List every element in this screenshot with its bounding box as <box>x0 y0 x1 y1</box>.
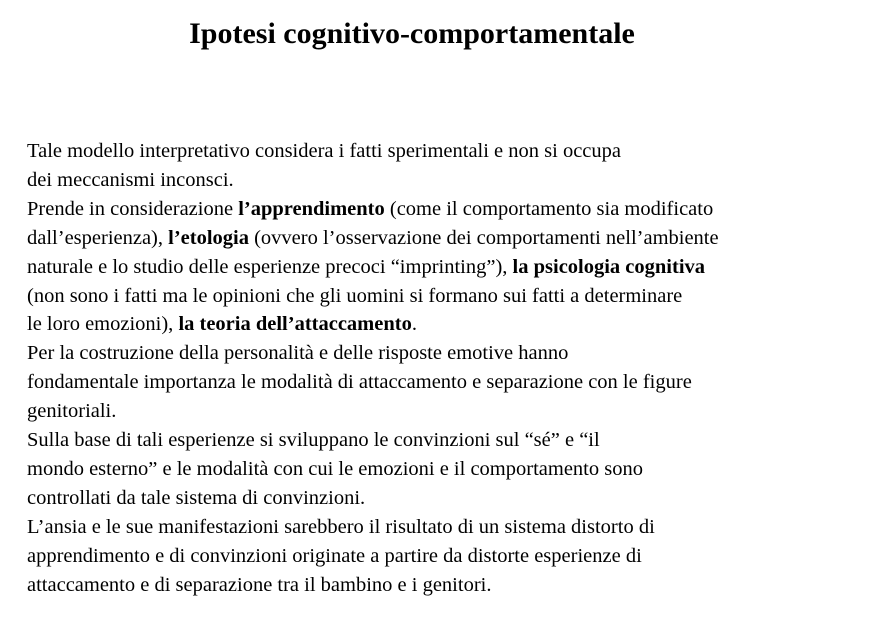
text-segment: Prende in considerazione <box>27 197 239 220</box>
text-line <box>27 513 857 542</box>
text-segment: dei meccanismi inconsci. <box>27 168 234 191</box>
text-line <box>27 339 857 368</box>
text-segment: fondamentale importanza le modalità di attaccamento e separazione con le figure <box>27 371 692 394</box>
text-line <box>27 224 857 253</box>
text-segment: (ovvero l’osservazione dei comportamenti nell’ambiente <box>248 226 719 249</box>
text-segment: (non sono i fatti ma le opinioni che gli uomini si formano sui fatti a determinare <box>27 284 683 307</box>
text-line <box>27 397 857 426</box>
body-text <box>27 137 857 600</box>
text-line <box>27 571 857 600</box>
text-segment: (come il comportamento sia modificato <box>384 197 714 220</box>
page-title: Ipotesi cognitivo-comportamentale <box>189 17 635 50</box>
text-line <box>27 195 857 224</box>
text-segment: mondo esterno” e le modalità con cui le emozioni e il comportamento sono <box>27 457 643 480</box>
text-segment: L’ansia e le sue manifestazioni sarebbero il risultato di un sistema distorto di <box>27 515 655 538</box>
text-segment: controllati da tale sistema di convinzioni. <box>27 486 366 509</box>
text-line <box>27 542 857 571</box>
text-segment: naturale e lo studio delle esperienze precoci “imprinting”), <box>27 255 513 278</box>
text-segment: le loro emozioni), <box>27 313 179 336</box>
text-line <box>27 368 857 397</box>
bold-term: l’etologia <box>168 226 249 249</box>
text-segment: dall’esperienza), <box>27 226 169 249</box>
text-segment: . <box>411 313 417 336</box>
text-line <box>27 137 857 166</box>
text-segment: genitoriali. <box>27 400 117 423</box>
text-line <box>27 282 857 311</box>
text-line <box>27 484 857 513</box>
text-line <box>27 310 857 339</box>
bold-term: la teoria dell’attaccamento <box>178 313 412 336</box>
text-segment: Sulla base di tali esperienze si sviluppano le convinzioni sul “sé” e “il <box>27 429 600 452</box>
bold-term: l’apprendimento <box>238 197 385 220</box>
text-line <box>27 253 857 282</box>
text-line <box>27 426 857 455</box>
text-line <box>27 455 857 484</box>
text-segment: Tale modello interpretativo considera i fatti sperimentali e non si occupa <box>27 140 621 162</box>
text-segment: Per la costruzione della personalità e delle risposte emotive hanno <box>27 342 569 365</box>
bold-term: la psicologia cognitiva <box>512 255 706 278</box>
text-segment: attaccamento e di separazione tra il bambino e i genitori. <box>27 573 492 596</box>
text-segment: apprendimento e di convinzioni originate a partire da distorte esperienze di <box>27 544 642 567</box>
text-line <box>27 166 857 195</box>
